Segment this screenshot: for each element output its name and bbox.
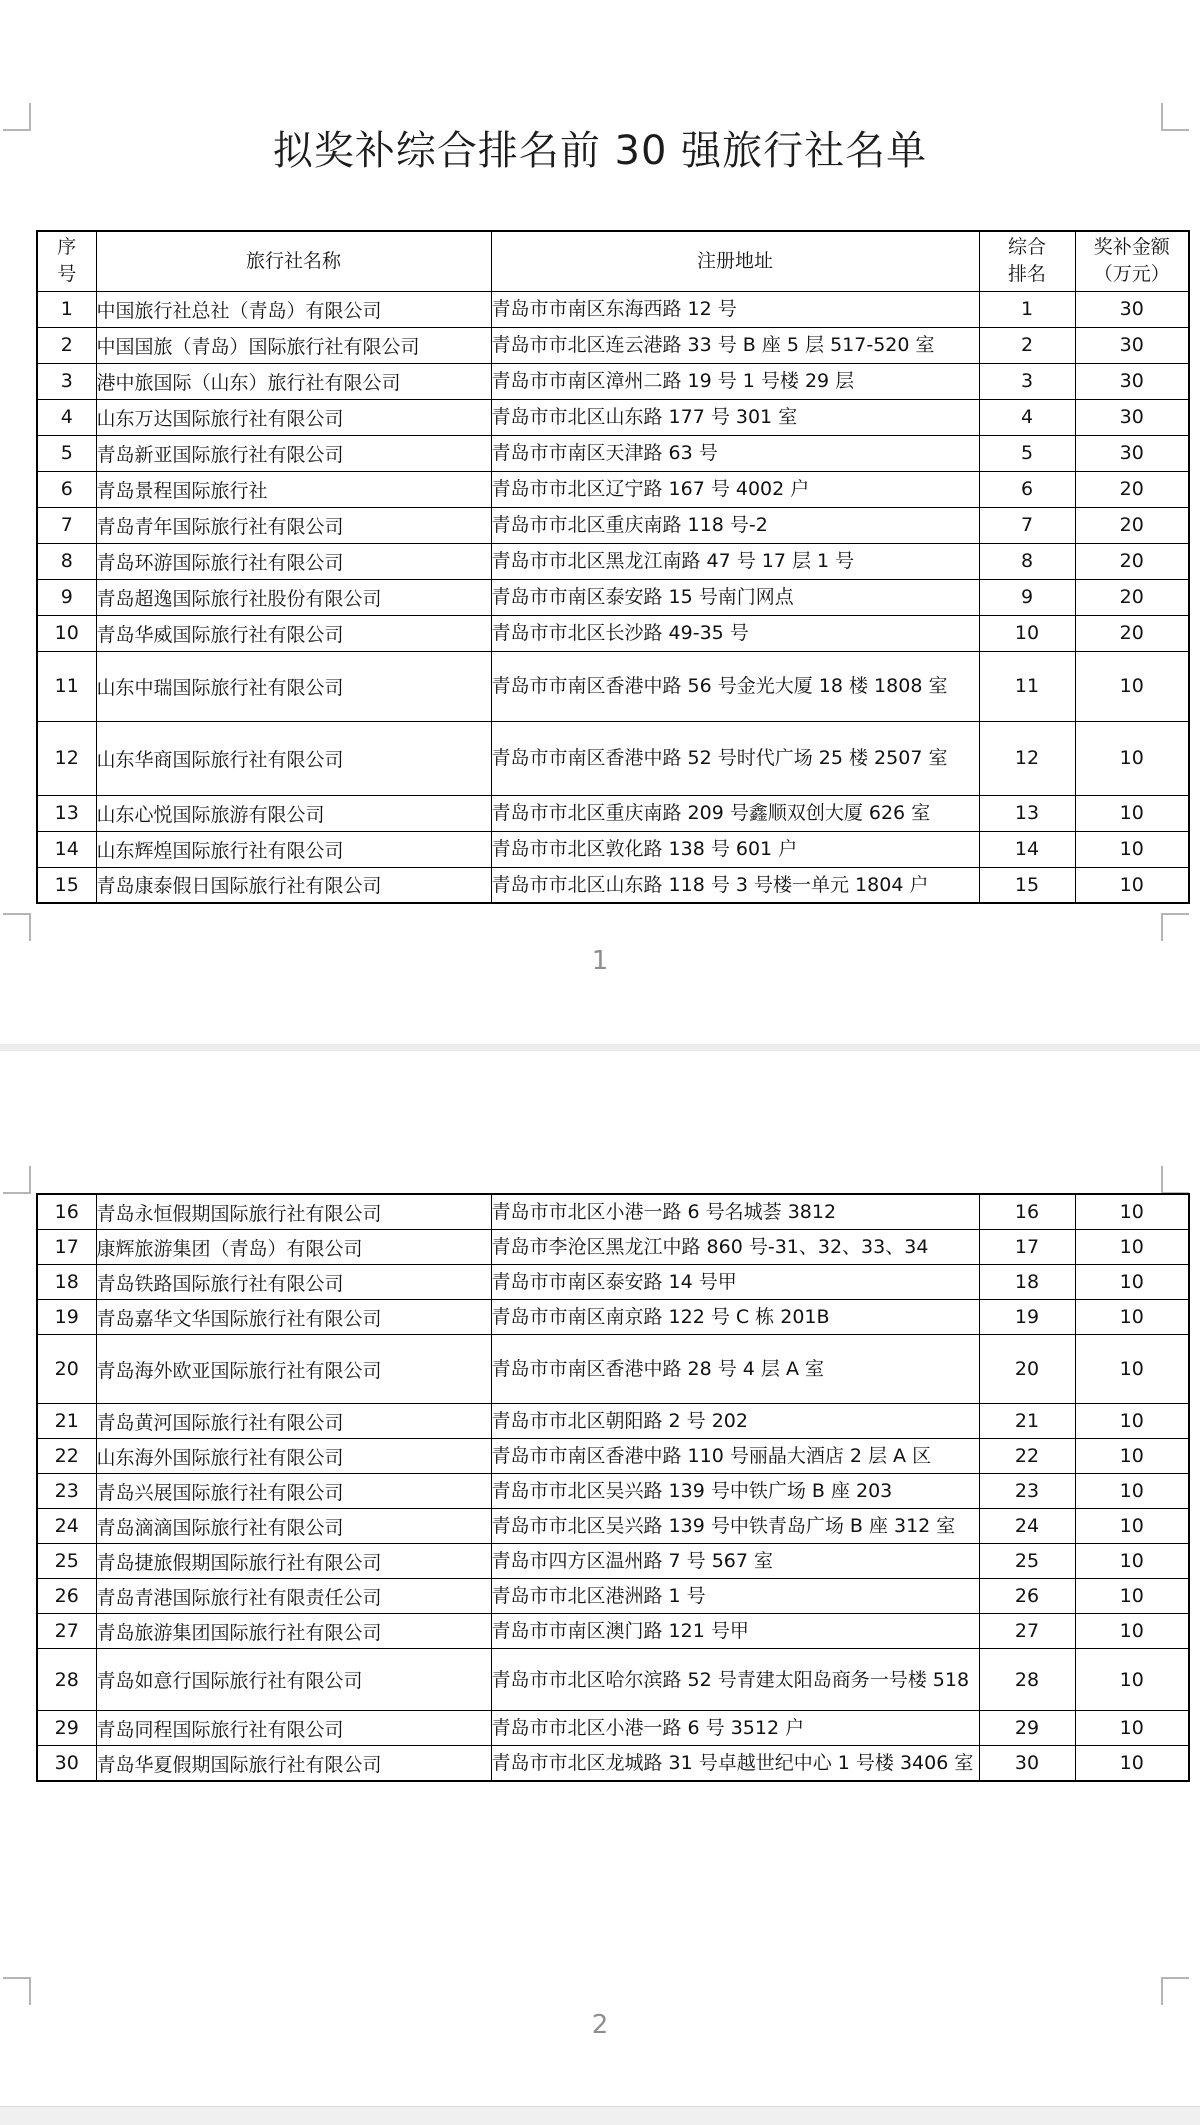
header-line: 排名 — [1007, 263, 1046, 286]
table-row — [37, 399, 1189, 435]
header-line: 号 — [57, 263, 77, 286]
cell-name: 山东万达国际旅行社有限公司 — [96, 399, 491, 435]
table-row — [37, 435, 1189, 471]
cell-name: 山东辉煌国际旅行社有限公司 — [96, 831, 491, 867]
cell-name: 青岛青年国际旅行社有限公司 — [96, 507, 491, 543]
cell-no: 3 — [37, 363, 96, 399]
cell-rank: 11 — [979, 651, 1075, 721]
table-row — [37, 831, 1189, 867]
header-cell-address: 注册地址 — [491, 231, 979, 291]
cell-address: 青岛市市北区重庆南路 118 号-2 — [491, 507, 979, 543]
cell-amount: 10 — [1075, 1746, 1189, 1782]
cell-address: 青岛市市北区哈尔滨路 52 号青建太阳岛商务一号楼 518 — [491, 1649, 979, 1711]
cell-no: 21 — [37, 1404, 96, 1439]
table-row — [37, 651, 1189, 721]
cell-address: 青岛市市南区香港中路 28 号 4 层 A 室 — [491, 1335, 979, 1404]
cell-no: 13 — [37, 795, 96, 831]
table-row — [37, 1404, 1189, 1439]
cell-no: 30 — [37, 1746, 96, 1782]
cell-no: 19 — [37, 1300, 96, 1335]
cell-address: 青岛市市南区香港中路 52 号时代广场 25 楼 2507 室 — [491, 721, 979, 795]
table-row — [37, 579, 1189, 615]
cell-rank: 10 — [979, 615, 1075, 651]
page-separator — [0, 1044, 1200, 1051]
header-line: 奖补金额 — [1093, 236, 1170, 259]
cell-no: 16 — [37, 1194, 96, 1230]
cell-amount: 10 — [1075, 1265, 1189, 1300]
cell-no: 22 — [37, 1439, 96, 1474]
table-row — [37, 1474, 1189, 1509]
cell-rank: 3 — [979, 363, 1075, 399]
cell-amount: 20 — [1075, 615, 1189, 651]
margin-corner-mark — [3, 913, 31, 941]
margin-corner-mark — [1161, 1166, 1189, 1194]
cell-address: 青岛市市北区朝阳路 2 号 202 — [491, 1404, 979, 1439]
cell-amount: 20 — [1075, 543, 1189, 579]
cell-address: 青岛市市南区香港中路 56 号金光大厦 18 楼 1808 室 — [491, 651, 979, 721]
cell-rank: 20 — [979, 1335, 1075, 1404]
cell-rank: 5 — [979, 435, 1075, 471]
cell-no: 5 — [37, 435, 96, 471]
table-row — [37, 363, 1189, 399]
cell-no: 4 — [37, 399, 96, 435]
table-row — [37, 721, 1189, 795]
cell-address: 青岛市市北区山东路 118 号 3 号楼一单元 1804 户 — [491, 867, 979, 903]
margin-corner-mark — [3, 1977, 31, 2005]
cell-no: 2 — [37, 327, 96, 363]
cell-no: 28 — [37, 1649, 96, 1711]
travel-agency-table-page2 — [36, 1193, 1190, 1782]
table-row — [37, 1746, 1189, 1782]
table-row — [37, 1194, 1189, 1230]
cell-address: 青岛市市北区小港一路 6 号 3512 户 — [491, 1711, 979, 1746]
table-row — [37, 291, 1189, 327]
cell-amount: 10 — [1075, 1579, 1189, 1614]
cell-rank: 21 — [979, 1404, 1075, 1439]
cell-address: 青岛市市南区澳门路 121 号甲 — [491, 1614, 979, 1649]
cell-name: 青岛新亚国际旅行社有限公司 — [96, 435, 491, 471]
cell-name: 中国旅行社总社（青岛）有限公司 — [96, 291, 491, 327]
table-row — [37, 1265, 1189, 1300]
cell-no: 25 — [37, 1544, 96, 1579]
cell-no: 23 — [37, 1474, 96, 1509]
cell-no: 7 — [37, 507, 96, 543]
cell-amount: 30 — [1075, 327, 1189, 363]
cell-rank: 16 — [979, 1194, 1075, 1230]
header-cell-amount — [1075, 231, 1189, 291]
header-line: 序 — [57, 236, 77, 259]
table-row — [37, 1509, 1189, 1544]
table-row — [37, 507, 1189, 543]
cell-rank: 13 — [979, 795, 1075, 831]
cell-no: 24 — [37, 1509, 96, 1544]
page-number-2: 2 — [591, 2010, 609, 2040]
table-row — [37, 1649, 1189, 1711]
cell-amount: 20 — [1075, 579, 1189, 615]
table-row — [37, 327, 1189, 363]
cell-amount: 10 — [1075, 1544, 1189, 1579]
cell-address: 青岛市市北区辽宁路 167 号 4002 户 — [491, 471, 979, 507]
cell-rank: 8 — [979, 543, 1075, 579]
travel-agency-table-page1 — [36, 230, 1190, 904]
cell-no: 12 — [37, 721, 96, 795]
cell-amount: 10 — [1075, 1230, 1189, 1265]
cell-amount: 10 — [1075, 1404, 1189, 1439]
cell-address: 青岛市市北区港洲路 1 号 — [491, 1579, 979, 1614]
cell-name: 青岛捷旅假期国际旅行社有限公司 — [96, 1544, 491, 1579]
cell-address: 青岛市市北区吴兴路 139 号中铁青岛广场 B 座 312 室 — [491, 1509, 979, 1544]
page-gap-bottom — [0, 2106, 1200, 2125]
cell-amount: 10 — [1075, 1335, 1189, 1404]
cell-name: 康辉旅游集团（青岛）有限公司 — [96, 1230, 491, 1265]
cell-amount: 10 — [1075, 1711, 1189, 1746]
cell-no: 14 — [37, 831, 96, 867]
cell-no: 20 — [37, 1335, 96, 1404]
cell-address: 青岛市市北区黑龙江南路 47 号 17 层 1 号 — [491, 543, 979, 579]
cell-no: 11 — [37, 651, 96, 721]
cell-amount: 10 — [1075, 1649, 1189, 1711]
cell-rank: 4 — [979, 399, 1075, 435]
table-row — [37, 795, 1189, 831]
table-row — [37, 471, 1189, 507]
cell-amount: 10 — [1075, 1194, 1189, 1230]
cell-amount: 10 — [1075, 651, 1189, 721]
cell-rank: 7 — [979, 507, 1075, 543]
cell-name: 青岛黄河国际旅行社有限公司 — [96, 1404, 491, 1439]
table-row — [37, 615, 1189, 651]
cell-address: 青岛市市北区重庆南路 209 号鑫顺双创大厦 626 室 — [491, 795, 979, 831]
cell-rank: 1 — [979, 291, 1075, 327]
cell-name: 山东心悦国际旅游有限公司 — [96, 795, 491, 831]
cell-name: 山东华商国际旅行社有限公司 — [96, 721, 491, 795]
cell-name: 中国国旅（青岛）国际旅行社有限公司 — [96, 327, 491, 363]
margin-corner-mark — [1161, 913, 1189, 941]
table-row — [37, 867, 1189, 903]
cell-rank: 24 — [979, 1509, 1075, 1544]
cell-name: 青岛永恒假期国际旅行社有限公司 — [96, 1194, 491, 1230]
cell-name: 青岛滴滴国际旅行社有限公司 — [96, 1509, 491, 1544]
cell-rank: 15 — [979, 867, 1075, 903]
cell-address: 青岛市市北区连云港路 33 号 B 座 5 层 517-520 室 — [491, 327, 979, 363]
cell-no: 9 — [37, 579, 96, 615]
cell-amount: 30 — [1075, 435, 1189, 471]
cell-name: 青岛如意行国际旅行社有限公司 — [96, 1649, 491, 1711]
cell-amount: 30 — [1075, 291, 1189, 327]
cell-name: 青岛超逸国际旅行社股份有限公司 — [96, 579, 491, 615]
cell-name: 山东海外国际旅行社有限公司 — [96, 1439, 491, 1474]
cell-rank: 9 — [979, 579, 1075, 615]
page-number-1: 1 — [591, 946, 609, 976]
cell-amount: 10 — [1075, 721, 1189, 795]
cell-no: 15 — [37, 867, 96, 903]
cell-name: 青岛铁路国际旅行社有限公司 — [96, 1265, 491, 1300]
cell-name: 港中旅国际（山东）旅行社有限公司 — [96, 363, 491, 399]
cell-amount: 20 — [1075, 507, 1189, 543]
cell-address: 青岛市市南区东海西路 12 号 — [491, 291, 979, 327]
header-cell-rank — [979, 231, 1075, 291]
table-row — [37, 1230, 1189, 1265]
cell-rank: 19 — [979, 1300, 1075, 1335]
cell-name: 青岛华威国际旅行社有限公司 — [96, 615, 491, 651]
cell-no: 17 — [37, 1230, 96, 1265]
cell-amount: 10 — [1075, 1300, 1189, 1335]
cell-rank: 22 — [979, 1439, 1075, 1474]
cell-name: 青岛景程国际旅行社 — [96, 471, 491, 507]
cell-name: 青岛嘉华文华国际旅行社有限公司 — [96, 1300, 491, 1335]
cell-name: 山东中瑞国际旅行社有限公司 — [96, 651, 491, 721]
header-line: （万元） — [1093, 263, 1170, 286]
cell-rank: 6 — [979, 471, 1075, 507]
cell-name: 青岛康泰假日国际旅行社有限公司 — [96, 867, 491, 903]
cell-name: 青岛兴展国际旅行社有限公司 — [96, 1474, 491, 1509]
cell-amount: 10 — [1075, 1439, 1189, 1474]
cell-rank: 12 — [979, 721, 1075, 795]
margin-corner-mark — [1161, 1977, 1189, 2005]
cell-name: 青岛海外欧亚国际旅行社有限公司 — [96, 1335, 491, 1404]
table-row — [37, 1300, 1189, 1335]
cell-no: 27 — [37, 1614, 96, 1649]
table-row — [37, 1711, 1189, 1746]
header-cell-name: 旅行社名称 — [96, 231, 491, 291]
cell-amount: 10 — [1075, 795, 1189, 831]
cell-address: 青岛市市北区吴兴路 139 号中铁广场 B 座 203 — [491, 1474, 979, 1509]
header-line: 综合 — [1007, 236, 1046, 259]
cell-amount: 10 — [1075, 1509, 1189, 1544]
cell-name: 青岛同程国际旅行社有限公司 — [96, 1711, 491, 1746]
document-title: 拟奖补综合排名前 30 强旅行社名单 — [272, 128, 928, 174]
cell-name: 青岛华夏假期国际旅行社有限公司 — [96, 1746, 491, 1782]
cell-name: 青岛青港国际旅行社有限责任公司 — [96, 1579, 491, 1614]
cell-address: 青岛市市南区漳州二路 19 号 1 号楼 29 层 — [491, 363, 979, 399]
cell-name: 青岛旅游集团国际旅行社有限公司 — [96, 1614, 491, 1649]
cell-no: 1 — [37, 291, 96, 327]
cell-name: 青岛环游国际旅行社有限公司 — [96, 543, 491, 579]
cell-rank: 18 — [979, 1265, 1075, 1300]
cell-address: 青岛市市北区山东路 177 号 301 室 — [491, 399, 979, 435]
cell-rank: 14 — [979, 831, 1075, 867]
cell-no: 10 — [37, 615, 96, 651]
cell-address: 青岛市市南区南京路 122 号 C 栋 201B — [491, 1300, 979, 1335]
table-row — [37, 1614, 1189, 1649]
table-header-row — [37, 231, 1189, 291]
cell-amount: 10 — [1075, 1474, 1189, 1509]
cell-address: 青岛市市北区龙城路 31 号卓越世纪中心 1 号楼 3406 室 — [491, 1746, 979, 1782]
table-row — [37, 1335, 1189, 1404]
cell-amount: 10 — [1075, 831, 1189, 867]
cell-address: 青岛市市南区天津路 63 号 — [491, 435, 979, 471]
cell-rank: 2 — [979, 327, 1075, 363]
header-cell-index — [37, 231, 96, 291]
cell-address: 青岛市市南区泰安路 15 号南门网点 — [491, 579, 979, 615]
table-row — [37, 1439, 1189, 1474]
cell-rank: 30 — [979, 1746, 1075, 1782]
cell-no: 26 — [37, 1579, 96, 1614]
cell-address: 青岛市市南区香港中路 110 号丽晶大酒店 2 层 A 区 — [491, 1439, 979, 1474]
cell-address: 青岛市市北区敦化路 138 号 601 户 — [491, 831, 979, 867]
cell-amount: 30 — [1075, 399, 1189, 435]
cell-address: 青岛市李沧区黑龙江中路 860 号-31、32、33、34 — [491, 1230, 979, 1265]
cell-address: 青岛市四方区温州路 7 号 567 室 — [491, 1544, 979, 1579]
cell-rank: 27 — [979, 1614, 1075, 1649]
cell-amount: 20 — [1075, 471, 1189, 507]
cell-amount: 10 — [1075, 1614, 1189, 1649]
cell-no: 18 — [37, 1265, 96, 1300]
table-row — [37, 543, 1189, 579]
cell-rank: 29 — [979, 1711, 1075, 1746]
cell-amount: 30 — [1075, 363, 1189, 399]
cell-rank: 17 — [979, 1230, 1075, 1265]
table-row — [37, 1544, 1189, 1579]
cell-rank: 26 — [979, 1579, 1075, 1614]
cell-no: 6 — [37, 471, 96, 507]
cell-rank: 23 — [979, 1474, 1075, 1509]
table-row — [37, 1579, 1189, 1614]
cell-address: 青岛市市北区长沙路 49-35 号 — [491, 615, 979, 651]
cell-amount: 10 — [1075, 867, 1189, 903]
cell-address: 青岛市市南区泰安路 14 号甲 — [491, 1265, 979, 1300]
cell-no: 8 — [37, 543, 96, 579]
cell-rank: 28 — [979, 1649, 1075, 1711]
cell-address: 青岛市市北区小港一路 6 号名城荟 3812 — [491, 1194, 979, 1230]
cell-no: 29 — [37, 1711, 96, 1746]
margin-corner-mark — [3, 1166, 31, 1194]
cell-rank: 25 — [979, 1544, 1075, 1579]
